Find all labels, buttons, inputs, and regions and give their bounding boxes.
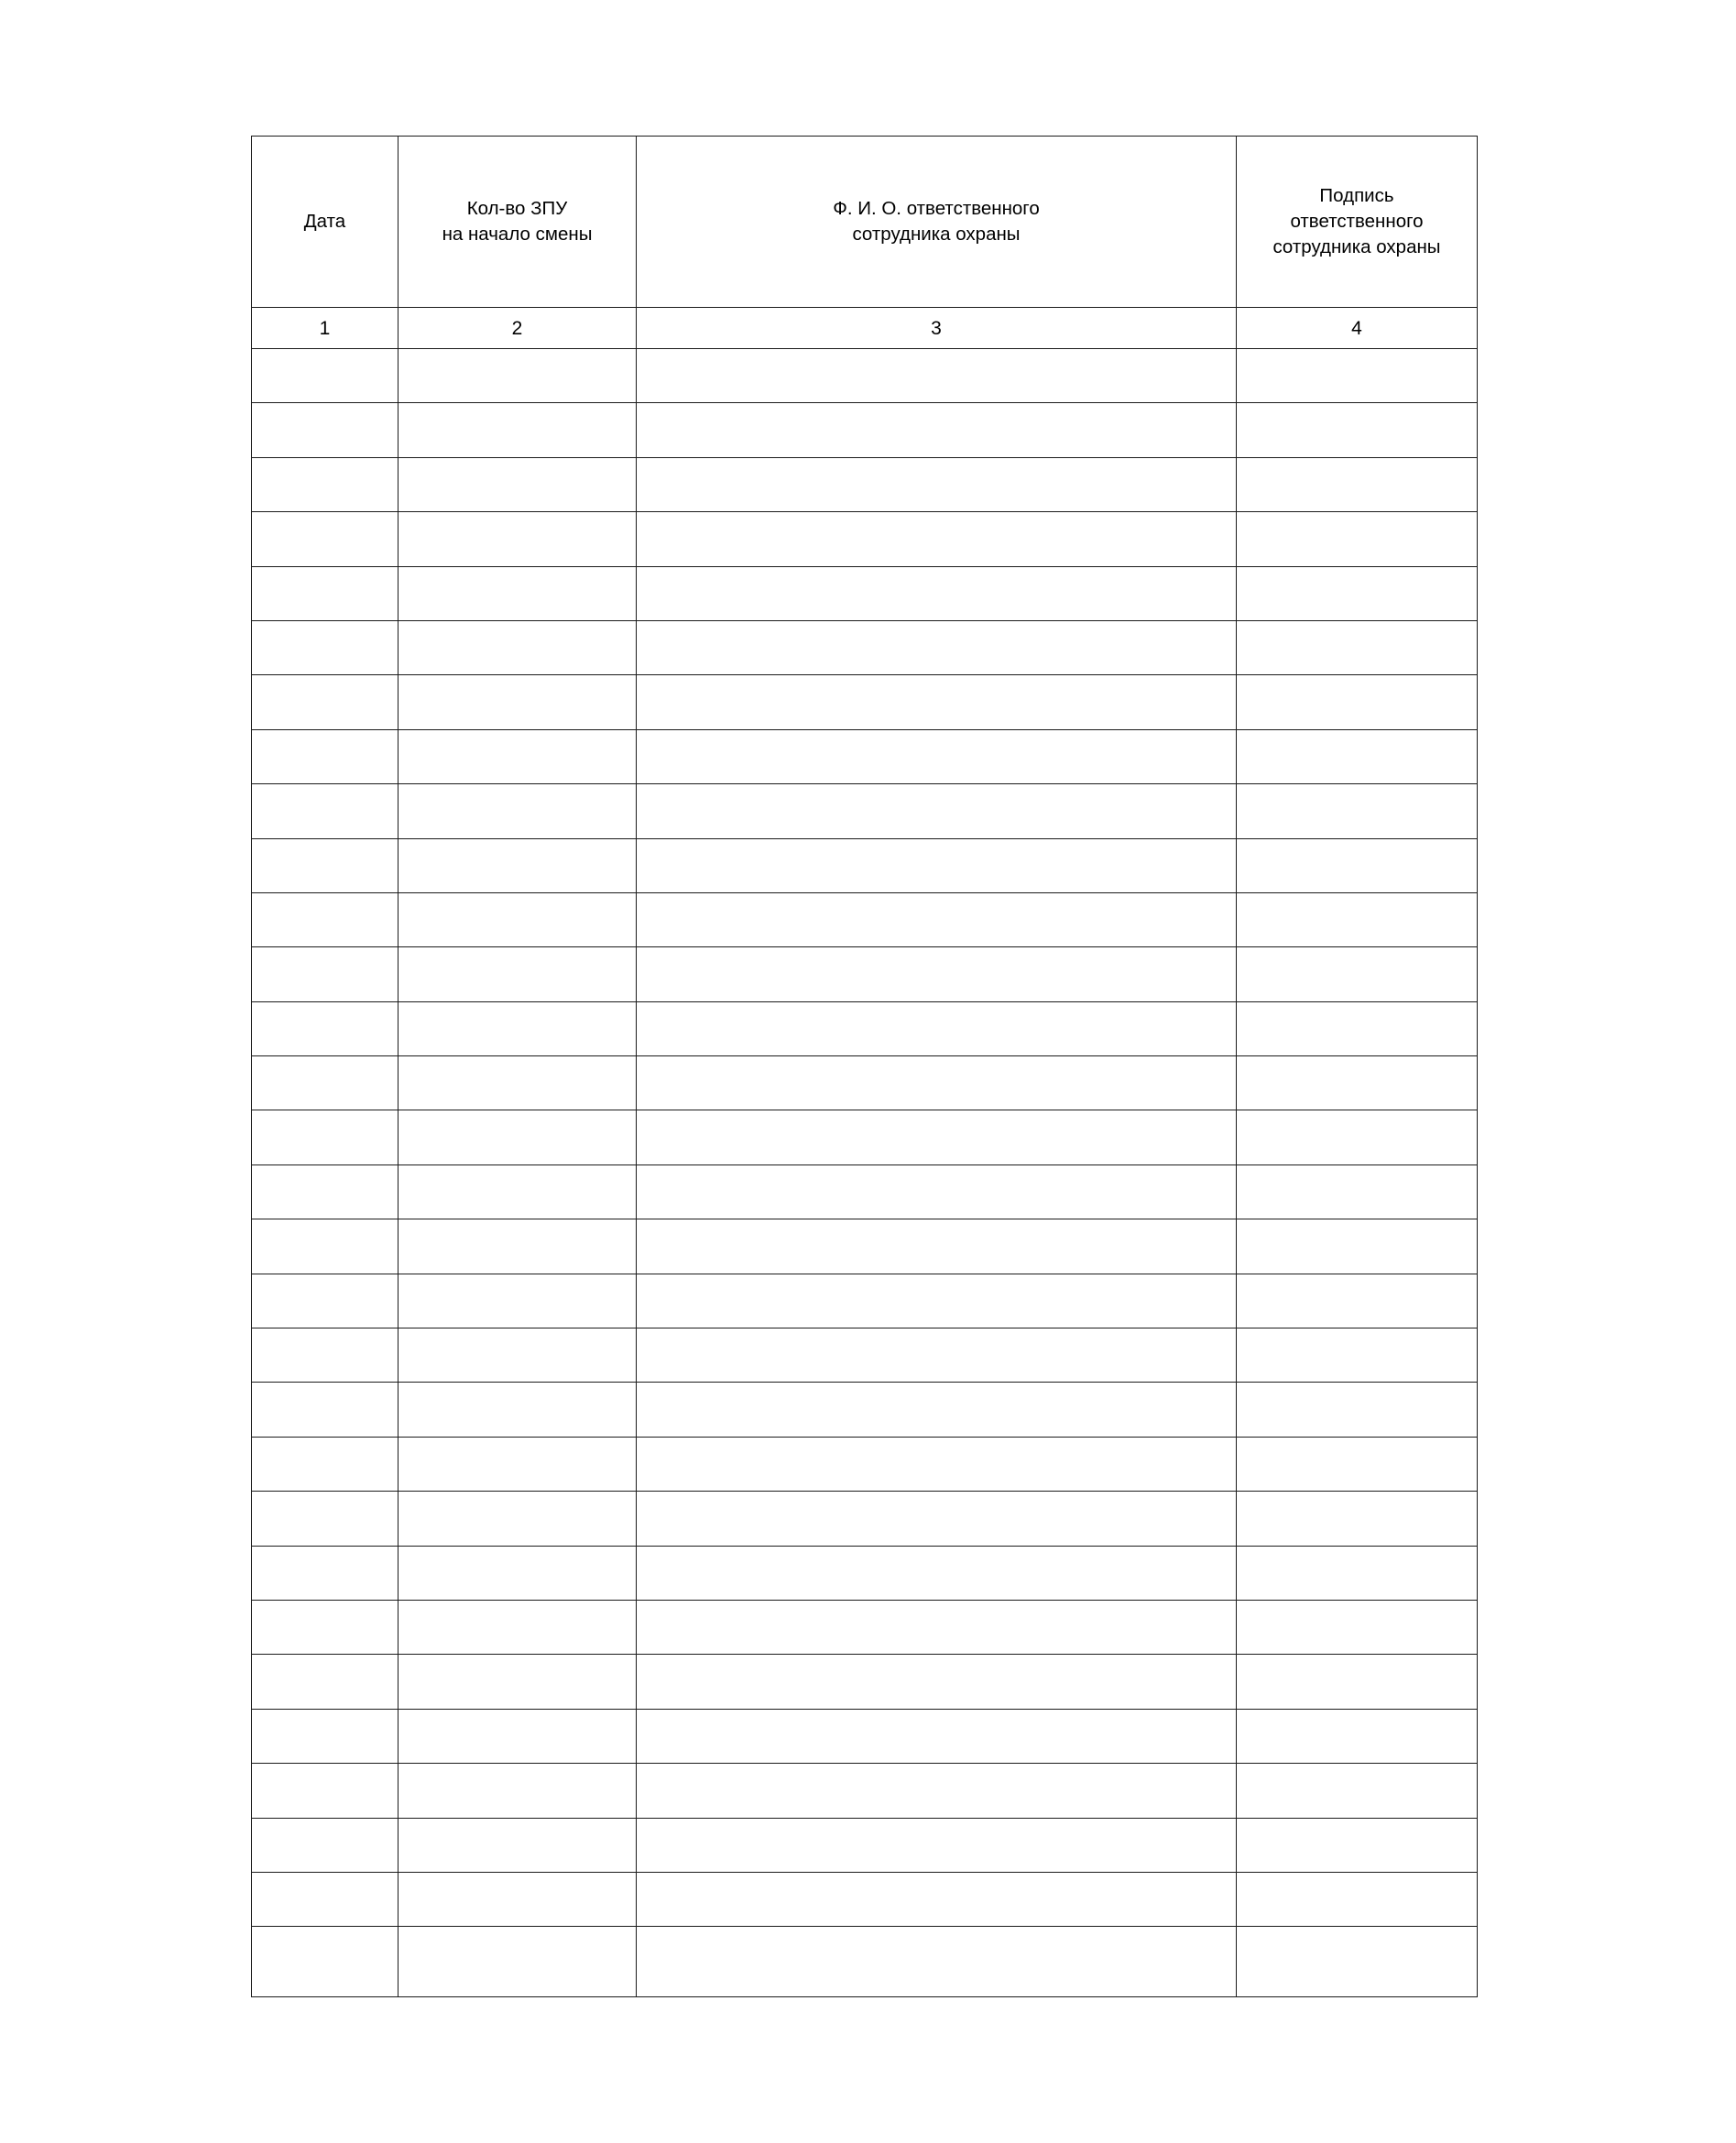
cell-guard_signature[interactable] [1237,620,1478,674]
cell-guard_name[interactable] [637,1110,1237,1164]
table-row [252,1818,1478,1872]
cell-zpu_count[interactable] [399,675,637,729]
cell-zpu_count[interactable] [399,729,637,783]
cell-guard_signature[interactable] [1237,947,1478,1001]
cell-guard_signature[interactable] [1237,1056,1478,1110]
cell-guard_name[interactable] [637,784,1237,838]
cell-guard_signature[interactable] [1237,1546,1478,1600]
cell-guard_name[interactable] [637,1546,1237,1600]
cell-zpu_count[interactable] [399,1164,637,1219]
table-row [252,1764,1478,1818]
cell-date[interactable] [252,1437,399,1491]
cell-guard_signature[interactable] [1237,1110,1478,1164]
header-row-numbers [252,308,1478,349]
cell-date[interactable] [252,675,399,729]
cell-date[interactable] [252,457,399,511]
cell-guard_signature[interactable] [1237,784,1478,838]
cell-guard_signature[interactable] [1237,1655,1478,1709]
cell-date[interactable] [252,947,399,1001]
cell-guard_signature[interactable] [1237,1164,1478,1219]
cell-guard_name[interactable] [637,620,1237,674]
table-row [252,403,1478,457]
cell-guard_signature[interactable] [1237,1492,1478,1546]
cell-zpu_count[interactable] [399,349,637,403]
cell-date[interactable] [252,1764,399,1818]
cell-date[interactable] [252,729,399,783]
cell-date[interactable] [252,1927,399,1997]
cell-zpu_count[interactable] [399,1056,637,1110]
cell-guard_name[interactable] [637,1818,1237,1872]
cell-guard_signature[interactable] [1237,403,1478,457]
cell-guard_signature[interactable] [1237,1600,1478,1654]
cell-guard_signature[interactable] [1237,1764,1478,1818]
cell-date[interactable] [252,349,399,403]
cell-guard_name[interactable] [637,1274,1237,1328]
cell-guard_name[interactable] [637,1383,1237,1437]
column-header-zpu-count-line-1: Кол-во ЗПУ [466,197,568,219]
cell-zpu_count[interactable] [399,1492,637,1546]
column-number-guard-signature: 4 [1237,308,1478,349]
cell-guard_name[interactable] [637,1164,1237,1219]
table-row [252,675,1478,729]
table-row [252,1600,1478,1654]
column-header-zpu-count-line-2: на начало смены [442,224,593,245]
table-row [252,1110,1478,1164]
cell-guard_signature[interactable] [1237,1219,1478,1274]
cell-guard_name[interactable] [637,838,1237,892]
cell-zpu_count[interactable] [399,1655,637,1709]
cell-guard_name[interactable] [637,947,1237,1001]
cell-zpu_count[interactable] [399,784,637,838]
column-header-guard-name-line-1: Ф. И. О. ответственного [833,197,1040,219]
cell-guard_name[interactable] [637,1764,1237,1818]
cell-guard_signature[interactable] [1237,892,1478,946]
cell-zpu_count[interactable] [399,620,637,674]
column-header-date-line-1: Дата [303,210,346,232]
cell-zpu_count[interactable] [399,566,637,620]
table-row [252,947,1478,1001]
cell-date[interactable] [252,1328,399,1383]
cell-zpu_count[interactable] [399,1328,637,1383]
cell-guard_name[interactable] [637,1872,1237,1926]
cell-date[interactable] [252,1274,399,1328]
table-row [252,1001,1478,1055]
cell-guard_signature[interactable] [1237,1872,1478,1926]
table-row [252,1328,1478,1383]
cell-guard_signature[interactable] [1237,675,1478,729]
column-header-date [252,137,399,308]
cell-date[interactable] [252,892,399,946]
cell-zpu_count[interactable] [399,1001,637,1055]
cell-guard_name[interactable] [637,1655,1237,1709]
cell-guard_name[interactable] [637,729,1237,783]
table-row [252,892,1478,946]
table-row [252,1437,1478,1491]
cell-zpu_count[interactable] [399,947,637,1001]
cell-guard_name[interactable] [637,512,1237,566]
cell-guard_signature[interactable] [1237,457,1478,511]
table-row [252,1927,1478,1997]
cell-date[interactable] [252,1655,399,1709]
table-row [252,1274,1478,1328]
cell-guard_name[interactable] [637,1437,1237,1491]
cell-guard_signature[interactable] [1237,729,1478,783]
cell-guard_name[interactable] [637,892,1237,946]
column-header-guard-signature-line-1: Подпись [1319,184,1394,206]
cell-guard_name[interactable] [637,566,1237,620]
table-header [252,137,1478,349]
cell-guard_signature[interactable] [1237,1383,1478,1437]
cell-date[interactable] [252,1001,399,1055]
cell-guard_signature[interactable] [1237,1709,1478,1763]
cell-date[interactable] [252,784,399,838]
column-header-guard-name-line-2: сотрудника охраны [852,224,1021,245]
table-row [252,1872,1478,1926]
cell-date[interactable] [252,1219,399,1274]
cell-guard_signature[interactable] [1237,349,1478,403]
register-table [251,136,1478,1997]
cell-guard_signature[interactable] [1237,566,1478,620]
cell-zpu_count[interactable] [399,1764,637,1818]
column-number-date: 1 [252,308,399,349]
cell-date[interactable] [252,512,399,566]
table-row [252,349,1478,403]
cell-date[interactable] [252,1110,399,1164]
cell-zpu_count[interactable] [399,1709,637,1763]
register-sheet [251,136,1477,1997]
cell-guard_name[interactable] [637,1219,1237,1274]
table-row [252,784,1478,838]
table-row [252,457,1478,511]
cell-guard_name[interactable] [637,1492,1237,1546]
cell-zpu_count[interactable] [399,1110,637,1164]
cell-guard_name[interactable] [637,1001,1237,1055]
table-row [252,1164,1478,1219]
cell-date[interactable] [252,403,399,457]
cell-guard_signature[interactable] [1237,1328,1478,1383]
cell-guard_signature[interactable] [1237,1274,1478,1328]
table-row [252,1492,1478,1546]
table-row [252,729,1478,783]
header-row-labels [252,137,1478,308]
cell-zpu_count[interactable] [399,1600,637,1654]
table-row [252,1383,1478,1437]
cell-zpu_count[interactable] [399,1219,637,1274]
cell-date[interactable] [252,1383,399,1437]
table-row [252,1219,1478,1274]
cell-guard_signature[interactable] [1237,1927,1478,1997]
cell-guard_name[interactable] [637,403,1237,457]
table-row [252,1546,1478,1600]
cell-zpu_count[interactable] [399,1437,637,1491]
cell-guard_signature[interactable] [1237,512,1478,566]
cell-zpu_count[interactable] [399,1383,637,1437]
cell-date[interactable] [252,1600,399,1654]
cell-zpu_count[interactable] [399,892,637,946]
column-header-guard-signature-line-2: ответственного [1290,210,1424,232]
cell-guard_name[interactable] [637,1056,1237,1110]
cell-guard_signature[interactable] [1237,1437,1478,1491]
table-body [252,349,1478,1997]
cell-zpu_count[interactable] [399,512,637,566]
cell-zpu_count[interactable] [399,1274,637,1328]
cell-date[interactable] [252,1164,399,1219]
cell-guard_signature[interactable] [1237,1818,1478,1872]
column-header-guard-signature-line-3: сотрудника охраны [1272,236,1441,258]
cell-date[interactable] [252,1546,399,1600]
cell-date[interactable] [252,838,399,892]
table-row [252,1709,1478,1763]
table-row [252,512,1478,566]
cell-date[interactable] [252,566,399,620]
cell-zpu_count[interactable] [399,1927,637,1997]
column-header-guard-signature [1237,137,1478,308]
table-row [252,620,1478,674]
table-row [252,1655,1478,1709]
cell-guard_name[interactable] [637,349,1237,403]
column-number-zpu-count: 2 [399,308,637,349]
cell-date[interactable] [252,1056,399,1110]
cell-zpu_count[interactable] [399,1546,637,1600]
table-row [252,566,1478,620]
table-row [252,838,1478,892]
cell-guard_name[interactable] [637,1927,1237,1997]
cell-guard_name[interactable] [637,457,1237,511]
cell-guard_name[interactable] [637,1328,1237,1383]
column-header-zpu-count [399,137,637,308]
cell-guard_signature[interactable] [1237,1001,1478,1055]
cell-guard_signature[interactable] [1237,838,1478,892]
cell-zpu_count[interactable] [399,403,637,457]
column-header-guard-name [637,137,1237,308]
cell-zpu_count[interactable] [399,1818,637,1872]
column-number-guard-name: 3 [637,308,1237,349]
cell-zpu_count[interactable] [399,838,637,892]
cell-zpu_count[interactable] [399,457,637,511]
cell-date[interactable] [252,1492,399,1546]
table-row [252,1056,1478,1110]
cell-zpu_count[interactable] [399,1872,637,1926]
cell-date[interactable] [252,1818,399,1872]
cell-date[interactable] [252,1872,399,1926]
cell-guard_name[interactable] [637,1600,1237,1654]
cell-date[interactable] [252,1709,399,1763]
cell-date[interactable] [252,620,399,674]
cell-guard_name[interactable] [637,675,1237,729]
cell-guard_name[interactable] [637,1709,1237,1763]
